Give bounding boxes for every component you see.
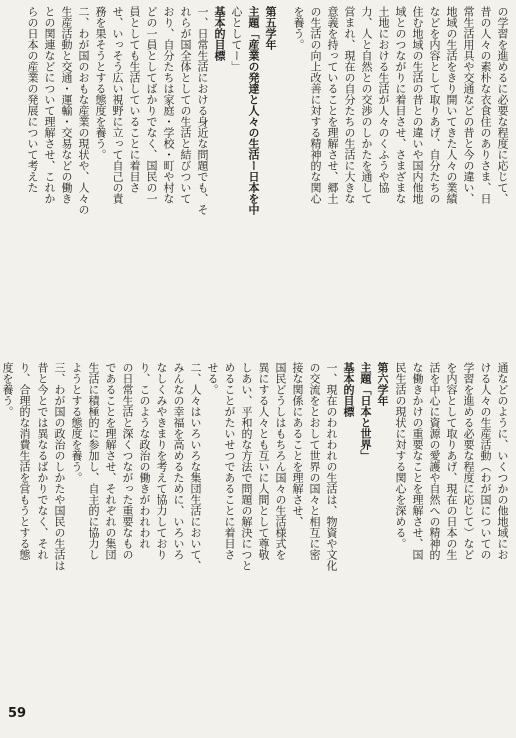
bottom-text-band xyxy=(1,362,510,698)
text-column: 昔の人々の素朴な衣食住のありさま、日 xyxy=(479,6,492,204)
text-column: 通などのように、いくつかの他地域にお xyxy=(496,362,509,560)
text-column: の学習を進めるに必要な程度に応じて、 xyxy=(496,6,509,204)
text-column: 地域の生活をきり開いてきた人々の業績 xyxy=(445,6,458,204)
text-column: 接な関係にあることを理解させ、 xyxy=(291,362,304,527)
text-column: などを内容として取りあげ、自分たちの xyxy=(428,6,441,204)
text-column: り、合理的な消費生活を営もうとする態 xyxy=(18,362,31,560)
text-column: 土地における生活が人々のくふうや協 xyxy=(377,6,390,193)
text-column: 基本的目標 xyxy=(342,362,355,417)
text-column: な働きかけの重要なことを理解させ、国 xyxy=(411,362,424,560)
text-column: 営まれ、現在の自分たちの生活に大きな xyxy=(343,6,356,204)
text-column: おり、自分たちは家庭・学校・町や村な xyxy=(162,6,175,204)
page-number: 59 xyxy=(8,706,27,721)
text-column: 意義を持っていることを理解させ、郷土 xyxy=(326,6,339,204)
text-column: ようとする態度を養う。 xyxy=(70,362,83,483)
text-column: 心としてー」 xyxy=(230,6,243,72)
text-column: 員としても生活していることに着目さ xyxy=(128,6,141,193)
text-column: ける人々の生産活動（わが国についての xyxy=(479,362,492,560)
text-column: 三、わが国の政治のしかたや国民の生活は xyxy=(53,362,66,571)
text-column: 生活に積極的に参加し、自主的に協力し xyxy=(87,362,100,560)
text-column: の交流をとおして世界の国々と相互に密 xyxy=(308,362,321,560)
text-column: を養う。 xyxy=(292,6,305,50)
text-column: り、このような政治の働きがわれわれ xyxy=(138,362,151,549)
text-column: なしくみやきまりを考えて協力しており xyxy=(155,362,168,560)
text-column: 度を養う。 xyxy=(1,362,14,417)
text-column: めることがたいせつであることに着目さ xyxy=(223,362,236,560)
top-text-band xyxy=(6,6,510,358)
text-column: 第六学年 xyxy=(376,362,389,406)
text-column: 域とのつながりに着目させ、さまざまな xyxy=(394,6,407,204)
text-column: 活を中心に資源の愛護や自然への精神的 xyxy=(428,362,441,560)
text-column: 一、現在のわれわれの生活は、物資や文化 xyxy=(325,362,338,571)
text-column: を内容として取りあげ、現在の日本の生 xyxy=(445,362,458,560)
text-column: との関連などについて理解させ、これか xyxy=(43,6,56,204)
text-column: みんなの幸福を高めるために、いろいろ xyxy=(172,362,185,560)
text-column: 第五学年 xyxy=(264,6,277,50)
text-column: 国民どうしはもちろん国々の生活様式を xyxy=(274,362,287,560)
text-column: 二、わが国のおもな産業の現状や、人々の xyxy=(77,6,90,215)
text-column: 住む地域の生活の昔との違いや国内他地 xyxy=(411,6,424,204)
text-column: であることを理解させ、それぞれの集団 xyxy=(104,362,117,560)
text-column: の日常生活と深くつながった重要なもの xyxy=(121,362,134,560)
text-column: 力、人と自然との交渉のしかたを通して xyxy=(360,6,373,204)
text-column: しあい、平和的な方法で問題の解決につと xyxy=(240,362,253,571)
text-column: 務を果そうとする態度を養う。 xyxy=(94,6,107,160)
text-column: 異にする人々とも互いに人間として尊敬 xyxy=(257,362,270,560)
text-column: の生活の向上改善に対する精神的な関心 xyxy=(309,6,322,204)
text-column: 一、日常生活における身近な問題でも、そ xyxy=(196,6,209,215)
text-column: 昔と今とでは異なるばかりでなく、それ xyxy=(36,362,49,560)
text-column: せる。 xyxy=(206,362,219,395)
text-column: 常生活用具や交通などの昔と今の違い、 xyxy=(462,6,475,204)
text-column xyxy=(279,6,289,358)
text-column: 主題「産業の発達と人々の生活ー日本を中 xyxy=(247,6,260,215)
text-column: 二、人々はいろいろな集団生活において、 xyxy=(189,362,202,571)
text-column: 学習を進める必要な程度に応じて）など xyxy=(462,362,475,560)
text-column: せ、いっそう広い視野に立って自己の責 xyxy=(111,6,124,204)
text-column: どの一員としてばかりでなく、国民の一 xyxy=(145,6,158,204)
text-column: 主題「日本と世界」 xyxy=(359,362,372,461)
text-column: 基本的目標 xyxy=(213,6,226,61)
text-column: れらが国全体としての生活と結びついて xyxy=(179,6,192,204)
text-column: 民生活の現状に対する関心を深める。 xyxy=(394,362,407,549)
text-column: 生産活動と交通・運輸・交易などの働き xyxy=(60,6,73,204)
text-column: らの日本の産業の発展について考えた xyxy=(26,6,39,193)
